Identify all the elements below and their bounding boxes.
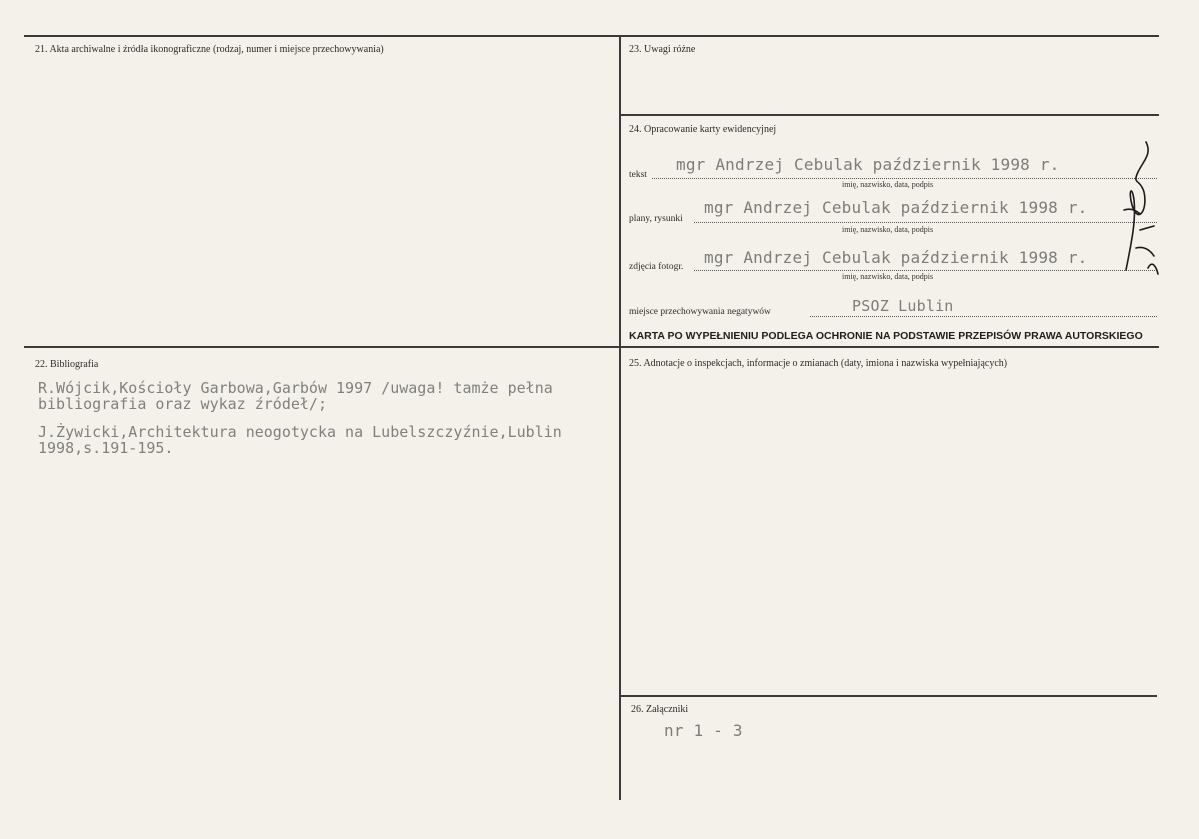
bibliography-entry-1-line-2: bibliografia oraz wykaz źródeł/; bbox=[38, 395, 327, 413]
section-23-label: 23. Uwagi różne bbox=[629, 44, 696, 55]
field-line-plans bbox=[694, 222, 1157, 223]
bibliography-entry-1-line-1: R.Wójcik,Kościoły Garbowa,Garbów 1997 /uwaga! tamże pełna bbox=[38, 379, 553, 397]
section-25-label: 25. Adnotacje o inspekcjach, informacje o zmianach (daty, imiona i nazwiska wypełniających) bbox=[629, 358, 1008, 369]
copyright-notice: KARTA PO WYPEŁNIENIU PODLEGA OCHRONIE NA PODSTAWIE PRZEPISÓW PRAWA AUTORSKIEGO bbox=[629, 330, 1143, 342]
field-line-text bbox=[652, 178, 1157, 179]
section-22-label: 22. Bibliografia bbox=[35, 359, 99, 370]
field-value-photos: mgr Andrzej Cebulak październik 1998 r. bbox=[704, 248, 1088, 267]
attachments-value: nr 1 - 3 bbox=[664, 721, 743, 740]
field-caption-plans: imię, nazwisko, data, podpis bbox=[842, 225, 934, 234]
vertical-divider bbox=[619, 35, 621, 800]
field-value-plans: mgr Andrzej Cebulak październik 1998 r. bbox=[704, 198, 1088, 217]
section-21-label: 21. Akta archiwalne i źródła ikonograficzne (rodzaj, numer i miejsce przechowywania) bbox=[35, 44, 384, 55]
handwritten-signature bbox=[1118, 130, 1160, 280]
top-rule bbox=[24, 35, 1159, 37]
negatives-value: PSOZ Lublin bbox=[852, 297, 954, 315]
bibliography-entry-2-line-1: J.Żywicki,Architektura neogotycka na Lubelszczyźnie,Lublin bbox=[38, 423, 562, 441]
section-26-rule bbox=[620, 695, 1157, 697]
bibliography-entry-2-line-2: 1998,s.191-195. bbox=[38, 439, 174, 457]
field-label-plans: plany, rysunki bbox=[629, 214, 683, 224]
field-label-photos: zdjęcia fotogr. bbox=[629, 262, 684, 272]
field-caption-photos: imię, nazwisko, data, podpis bbox=[842, 272, 934, 281]
section-23-rule bbox=[620, 114, 1159, 116]
negatives-label: miejsce przechowywania negatywów bbox=[629, 307, 771, 317]
field-caption-text: imię, nazwisko, data, podpis bbox=[842, 180, 934, 189]
middle-rule bbox=[24, 346, 1159, 348]
field-value-text: mgr Andrzej Cebulak październik 1998 r. bbox=[676, 155, 1060, 174]
field-line-photos bbox=[694, 270, 1157, 271]
section-26-label: 26. Załączniki bbox=[631, 704, 689, 715]
field-label-text: tekst bbox=[629, 170, 647, 180]
negatives-line bbox=[810, 316, 1157, 317]
section-24-label: 24. Opracowanie karty ewidencyjnej bbox=[629, 124, 777, 135]
